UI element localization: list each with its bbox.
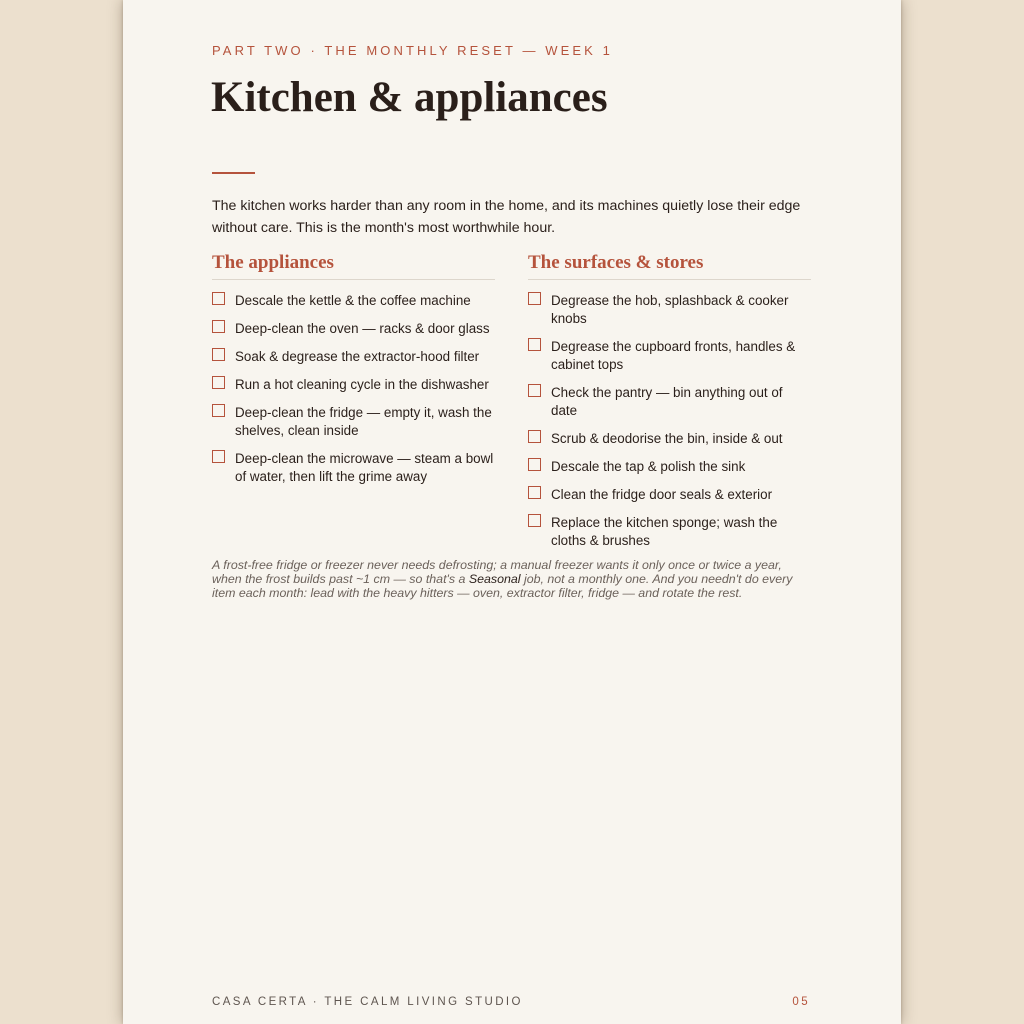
section-eyebrow: PART TWO · THE MONTHLY RESET — WEEK 1	[212, 43, 613, 58]
checklist-item	[528, 430, 811, 448]
page-number: 05	[792, 996, 810, 1008]
checkbox[interactable]	[212, 376, 225, 389]
checkbox[interactable]	[212, 292, 225, 305]
checklist-item-label: Deep-clean the microwave — steam a bowl of water, then lift the grime away	[235, 451, 494, 484]
checklist-item-label: Soak & degrease the extractor-hood filter	[235, 349, 480, 364]
page-title: Kitchen & appliances	[211, 74, 608, 121]
checklist-item-label: Check the pantry — bin anything out of date	[551, 385, 783, 418]
checklist-item-label: Degrease the cupboard fronts, handles & cabinet tops	[551, 339, 796, 372]
checklist-item	[528, 514, 811, 550]
checklist-item-label: Clean the fridge door seals & exterior	[551, 487, 773, 502]
checklist-item	[528, 384, 811, 420]
checklist-item	[212, 404, 495, 440]
title-underline	[212, 172, 255, 174]
checkbox[interactable]	[528, 430, 541, 443]
footnote-emphasis: Seasonal	[468, 572, 521, 586]
checklist-item-label: Descale the kettle & the coffee machine	[235, 293, 471, 308]
appliances-heading: The appliances	[212, 251, 495, 280]
checklist-item-label: Degrease the hob, splashback & cooker knobs	[551, 293, 789, 326]
footer-brand: CASA CERTA · THE CALM LIVING STUDIO	[212, 996, 523, 1008]
footnote-text-start: A frost-free fridge or freezer never needs defrosting; a manual freezer wants it only once or twice a year, when the frost builds past ~1 cm — so that's a	[212, 558, 782, 586]
checklist-item-label: Deep-clean the oven — racks & door glass	[235, 321, 490, 336]
checkbox[interactable]	[528, 458, 541, 471]
checklist-item	[528, 292, 811, 328]
document-page	[123, 0, 901, 1024]
footnote	[212, 558, 812, 600]
surfaces-column	[528, 251, 811, 560]
checklist-item	[212, 376, 495, 394]
checkbox[interactable]	[212, 450, 225, 463]
footnote-text-end: job, not a monthly one. And you needn't do every item each month: lead with the heavy hitters — oven, extractor filter, fridge — and rotate the rest.	[212, 572, 793, 600]
checklist-item	[212, 320, 495, 338]
checklist-item	[528, 458, 811, 476]
surfaces-heading: The surfaces & stores	[528, 251, 811, 280]
checklist-item	[212, 292, 495, 310]
intro-paragraph: The kitchen works harder than any room in the home, and its machines quietly lose their edge without care. This is the month's most worthwhile hour.	[212, 198, 801, 236]
checkbox[interactable]	[528, 384, 541, 397]
checkbox[interactable]	[528, 292, 541, 305]
appliances-column	[212, 251, 495, 496]
checklist-item-label: Scrub & deodorise the bin, inside & out	[551, 431, 783, 446]
checklist-item-label: Replace the kitchen sponge; wash the cloths & brushes	[551, 515, 778, 548]
checklist-item-label: Descale the tap & polish the sink	[551, 459, 746, 474]
checkbox[interactable]	[528, 514, 541, 527]
surfaces-checklist	[528, 292, 811, 550]
checklist-item	[528, 338, 811, 374]
checkbox[interactable]	[212, 320, 225, 333]
checklist-item-label: Run a hot cleaning cycle in the dishwasher	[235, 377, 489, 392]
checklist-item	[528, 486, 811, 504]
checklist-item-label: Deep-clean the fridge — empty it, wash the shelves, clean inside	[235, 405, 492, 438]
appliances-checklist	[212, 292, 495, 486]
checklist-item	[212, 348, 495, 366]
checkbox[interactable]	[528, 338, 541, 351]
checklist-item	[212, 450, 495, 486]
checkbox[interactable]	[528, 486, 541, 499]
checkbox[interactable]	[212, 348, 225, 361]
checkbox[interactable]	[212, 404, 225, 417]
